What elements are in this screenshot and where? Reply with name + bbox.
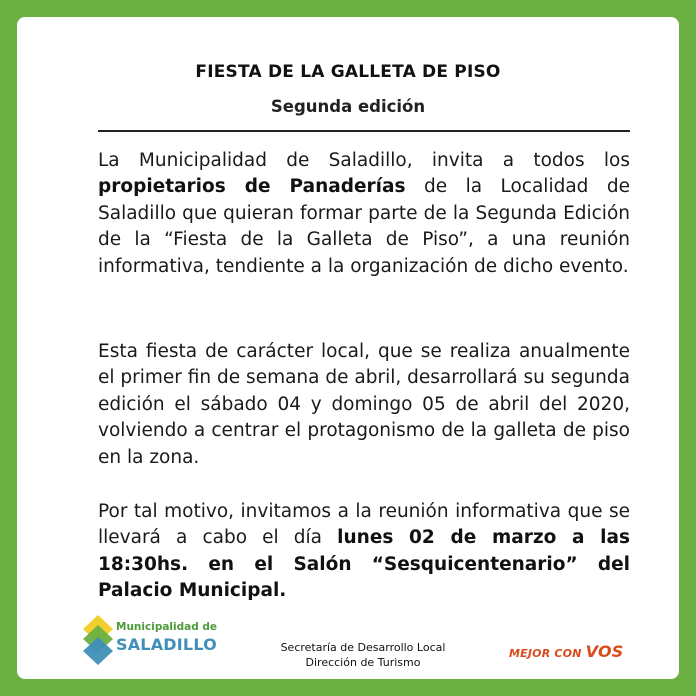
paragraph-event-info: Esta fiesta de carácter local, que se realiza anualmente el primer fin de semana de abril, desarrollará su segunda edición el sábado 04 y domingo 05 de abril del 2020, volviendo a centrar el protagonismo de la galleta de piso en la zona.	[98, 341, 630, 468]
paragraph-invitation-text-c: de la Localidad de Saladillo que quieran formar parte de la Segunda Edición de la “Fiesta de la Galleta de Piso”, a una reunión informativa, tendiente a la organización de dicho evento.	[98, 176, 630, 277]
direccion-line: Dirección de Turismo	[305, 656, 421, 669]
slogan-vos: VOS	[585, 642, 624, 661]
footer	[17, 613, 679, 683]
secretaria-block	[253, 640, 473, 670]
page-subtitle: Segunda edición	[270, 97, 426, 116]
paragraph-invitation	[98, 148, 630, 280]
slogan-text: MEJOR CON	[509, 647, 586, 660]
paragraph-meeting	[98, 499, 630, 605]
saladillo-logo-icon	[81, 613, 115, 665]
slogan	[509, 642, 624, 661]
paragraph-invitation-text-a: La Municipalidad de Saladillo, invita a todos los	[98, 150, 630, 171]
logo-text-municipalidad: Municipalidad de	[116, 621, 218, 633]
page-title: FIESTA DE LA GALLETA DE PISO	[195, 62, 501, 82]
saladillo-logo	[81, 613, 231, 669]
paragraph-meeting-text-a: Por tal motivo, invitamos a la reunión informativa que se llevará a cabo el día	[98, 501, 630, 549]
paragraph-meeting-bold: lunes 02 de marzo a las 18:30hs. en el Salón “Sesquicentenario” del Palacio Municipal.	[98, 527, 630, 602]
paragraph-invitation-bold: propietarios de Panaderías	[98, 176, 406, 198]
title-divider	[98, 130, 630, 132]
secretaria-line: Secretaría de Desarrollo Local	[280, 641, 446, 654]
logo-text-saladillo: SALADILLO	[116, 635, 217, 654]
invitation-card	[17, 17, 679, 679]
